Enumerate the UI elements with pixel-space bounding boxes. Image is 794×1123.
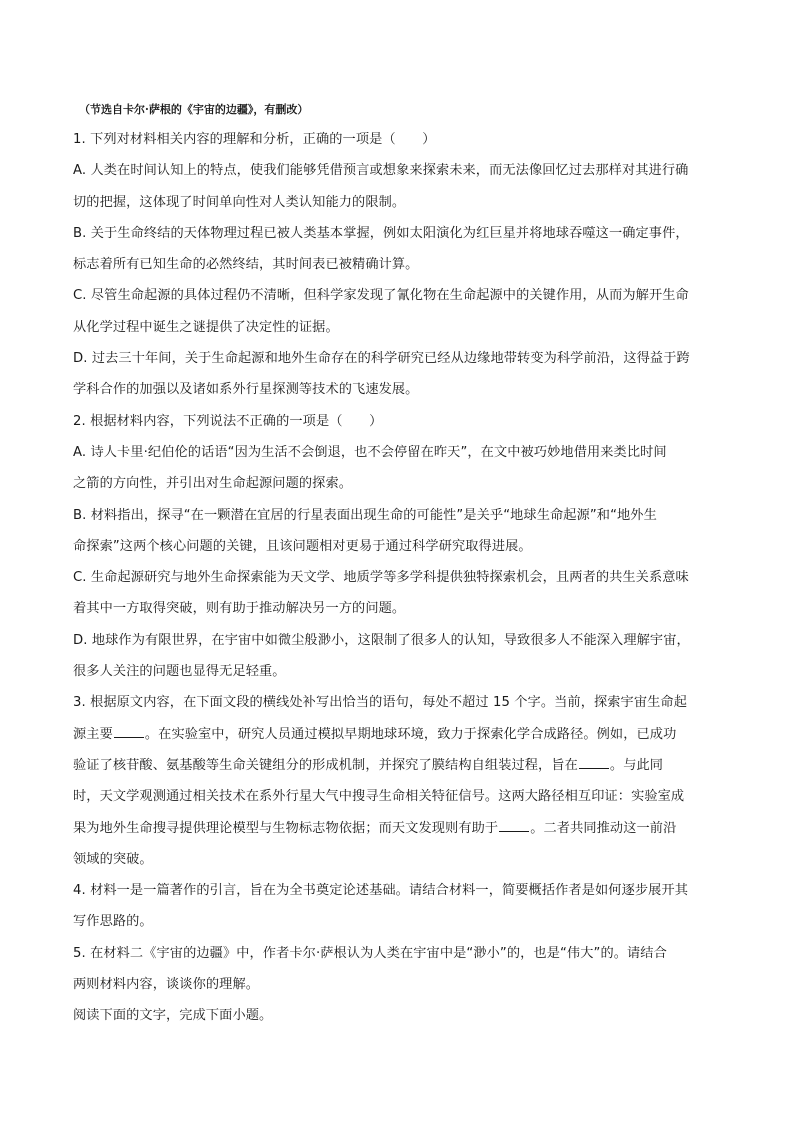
question-5 (73, 938, 723, 1001)
text-segment: 源主要 (73, 726, 113, 742)
q4-line-1: 4. 材料一是一篇著作的引言，旨在为全书奠定论述基础。请结合材料一，简要概括作者是如何逐步展开其 (73, 883, 689, 899)
document-page (73, 100, 723, 1032)
text-segment: 。二者共同推动这一前沿 (530, 820, 677, 836)
text-segment: 验证了核苷酸、氨基酸等生命关键组分的形成机制，并探究了膜结构自组装过程，旨在 (73, 757, 578, 773)
option-c-line-2: 着其中一方取得突破，则有助于推动解决另一方的问题。 (73, 601, 406, 617)
option-c-line-1: C. 生命起源研究与地外生命探索能为天文学、地质学等多学科提供独特探索机会，且两者的共生关系意味 (73, 570, 689, 586)
option-c-line-2: 从化学过程中诞生之谜提供了决定性的证据。 (73, 319, 339, 335)
option-d-line-1: D. 过去三十年间，关于生命起源和地外生命存在的科学研究已经从边缘地带转变为科学前沿，这得益于跨 (73, 351, 690, 367)
question-4 (73, 875, 723, 938)
q5-line-2: 两则材料内容，谈谈你的理解。 (73, 977, 260, 993)
q4-line-2: 写作思路的。 (73, 914, 153, 930)
text-segment: 。在实验室中，研究人员通过模拟早期地球环境，致力于探索化学合成路径。例如，已成功 (144, 726, 677, 742)
question-stem: 2. 根据材料内容，下列说法不正确的一项是（ ） (73, 413, 383, 429)
q3-line-3 (73, 750, 723, 781)
option-a-line-1: A. 人类在时间认知上的特点，使我们能够凭借预言或想象来探索未来，而无法像回忆过去那样对其进行确 (73, 163, 689, 179)
option-a-line-1: A. 诗人卡里·纪伯伦的话语“因为生活不会倒退，也不会停留在昨天”，在文中被巧妙地借用来类比时间 (73, 444, 667, 460)
q3-line-2 (73, 719, 723, 750)
question-3 (73, 687, 723, 875)
question-1 (73, 124, 723, 406)
fill-blank-1[interactable] (114, 723, 144, 738)
q5-line-1: 5. 在材料二《宇宙的边疆》中，作者卡尔·萨根认为人类在宇宙中是“渺小”的，也是“伟大”的。请结合 (73, 945, 667, 961)
text-segment: 。与此同 (609, 757, 664, 773)
fill-blank-2[interactable] (579, 754, 609, 769)
option-b-line-2: 命探索”这两个核心问题的关键，且该问题相对更易于通过科学研究取得进展。 (73, 538, 532, 554)
option-b-line-2: 标志着所有已知生命的必然终结，其时间表已被精确计算。 (73, 257, 419, 273)
question-stem: 1. 下列对材料相关内容的理解和分析，正确的一项是（ ） (73, 132, 436, 147)
q3-line-1: 3. 根据原文内容，在下面文段的横线处补写出恰当的语句，每处不超过 15 个字。当前，探索宇宙生命起 (73, 695, 687, 711)
option-d-line-1: D. 地球作为有限世界，在宇宙中如微尘般渺小，这限制了很多人的认知，导致很多人不能深入理解宇宙， (73, 632, 690, 648)
fill-blank-3[interactable] (499, 817, 529, 832)
q3-line-6: 领域的突破。 (73, 851, 153, 867)
option-d-line-2: 很多人关注的问题也显得无足轻重。 (73, 664, 286, 680)
source-note: （节选自卡尔·萨根的《宇宙的边疆》，有删改） (79, 103, 309, 116)
option-a-line-2: 之箭的方向性，并引出对生命起源问题的探索。 (73, 476, 353, 492)
q3-line-5 (73, 813, 723, 844)
option-b-line-1: B. 关于生命终结的天体物理过程已被人类基本掌握，例如太阳演化为红巨星并将地球吞噬这一确定事件， (73, 225, 689, 241)
option-c-line-1: C. 尽管生命起源的具体过程仍不清晰，但科学家发现了氰化物在生命起源中的关键作用，从而为解开生命 (73, 288, 689, 304)
option-d-line-2: 学科合作的加强以及诸如系外行星探测等技术的飞速发展。 (73, 382, 419, 398)
q3-line-4: 时，天文学观测通过相关技术在系外行星大气中搜寻生命相关特征信号。这两大路径相互印证：实验室成 (73, 789, 685, 805)
option-b-line-1: B. 材料指出，探寻“在一颗潜在宜居的行星表面出现生命的可能性”是关乎“地球生命起源”和“地外生 (73, 507, 657, 523)
question-2 (73, 406, 723, 688)
option-a-line-2: 切的把握，这体现了时间单向性对人类认知能力的限制。 (73, 194, 406, 210)
reading-instruction: 阅读下面的文字，完成下面小题。 (73, 1008, 273, 1024)
text-segment: 果为地外生命搜寻提供理论模型与生物标志物依据；而天文发现则有助于 (73, 820, 499, 836)
